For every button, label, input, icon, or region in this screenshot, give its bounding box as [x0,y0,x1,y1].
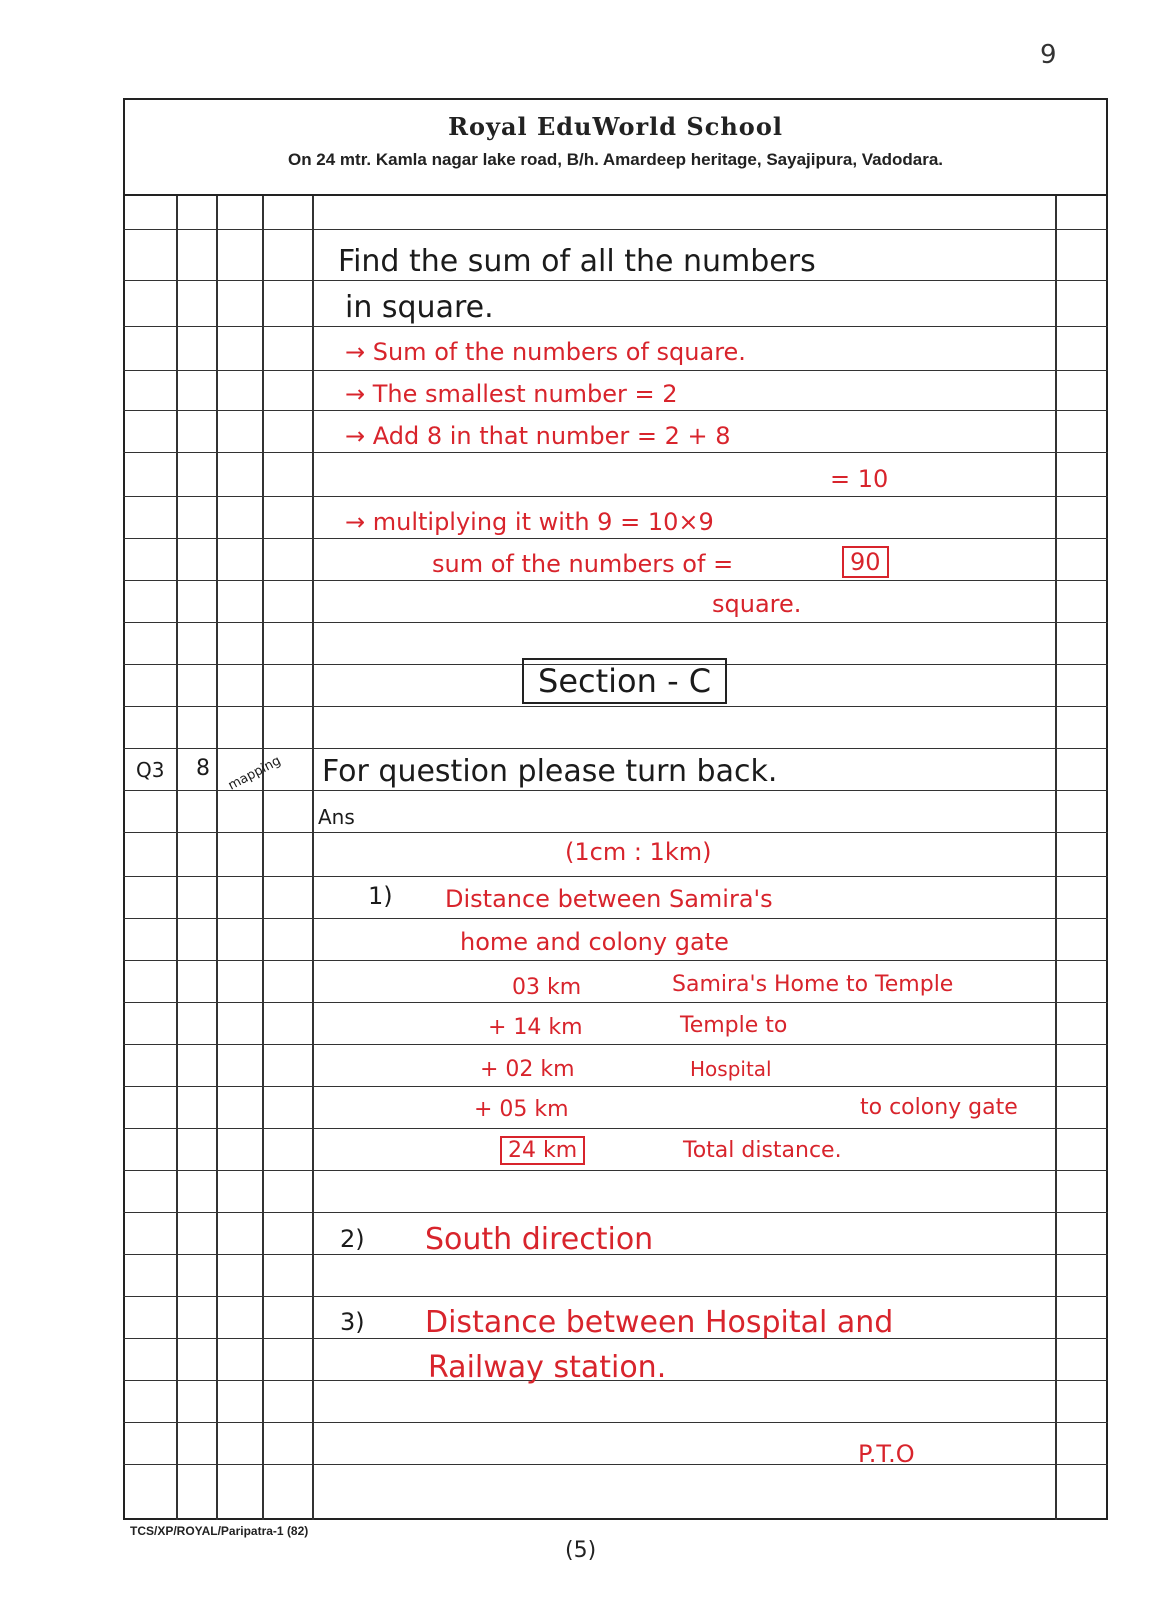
answer-step-2: → The smallest number = 2 [345,380,678,408]
distance-km-3: + 02 km [480,1057,575,1082]
part-2-number: 2) [340,1225,365,1253]
distance-desc-4: to colony gate [860,1095,1018,1120]
part-3-number: 3) [340,1308,365,1336]
ruled-line [123,960,1108,961]
margin-line [176,196,178,1520]
margin-line [312,196,314,1520]
school-header [123,98,1108,196]
part-1-line-1: Distance between Samira's [445,885,773,913]
ruled-line [123,538,1108,539]
answer-step-3-result: = 10 [830,465,889,493]
ruled-line [123,496,1108,497]
school-name: Royal EduWorld School [448,112,783,141]
question-topic: mapping [225,753,284,794]
part-1-number: 1) [368,882,393,910]
distance-desc-1: Samira's Home to Temple [672,972,954,997]
ruled-line [123,706,1108,707]
answer-step-4: → multiplying it with 9 = 10×9 [345,508,714,536]
ruled-line [123,1296,1108,1297]
page-corner-mark: 9 [1040,40,1057,70]
distance-km-1: 03 km [512,975,582,1000]
page-number: (5) [565,1538,597,1563]
ruled-line [123,790,1108,791]
ruled-line [123,326,1108,327]
ruled-line [123,410,1108,411]
total-distance-box: 24 km [500,1136,585,1165]
map-scale: (1cm : 1km) [565,838,712,866]
ruled-line [123,1002,1108,1003]
ruled-line [123,452,1108,453]
ruled-line [123,1086,1108,1087]
ruled-line [123,918,1108,919]
margin-line [1055,196,1057,1520]
total-distance-label: Total distance. [683,1138,842,1163]
ruled-line [123,370,1108,371]
ruled-line [123,1464,1108,1465]
part-3-line-2: Railway station. [428,1350,667,1385]
answer-step-5: sum of the numbers of = [432,550,734,578]
ruled-line [123,1422,1108,1423]
q3-prompt: For question please turn back. [322,754,778,789]
answer-step-6: square. [712,590,802,618]
ruled-line [123,1044,1108,1045]
answer-step-1: → Sum of the numbers of square. [345,338,746,366]
pto-note: P.T.O [858,1440,915,1468]
ruled-line [123,832,1108,833]
part-2-answer: South direction [425,1222,654,1257]
question-marks: 8 [196,756,210,781]
ruled-line [123,1170,1108,1171]
distance-desc-3: Hospital [690,1057,772,1081]
part-1-line-2: home and colony gate [460,928,729,956]
ruled-line [123,622,1108,623]
distance-km-2: + 14 km [488,1015,583,1040]
answer-step-3: → Add 8 in that number = 2 + 8 [345,422,731,450]
form-code: TCS/XP/ROYAL/Paripatra-1 (82) [130,1524,309,1538]
section-heading: Section - C [522,658,727,704]
ruled-line [123,1212,1108,1213]
school-address: On 24 mtr. Kamla nagar lake road, B/h. Amardeep heritage, Sayajipura, Vadodara. [287,150,944,169]
question-number: Q3 [136,758,165,782]
ruled-line [123,748,1108,749]
question-line-1: Find the sum of all the numbers [338,244,816,279]
margin-line [216,196,218,1520]
ruled-line [123,876,1108,877]
answer-label: Ans [318,805,355,829]
part-3-line-1: Distance between Hospital and [425,1305,894,1340]
ruled-line [123,1128,1108,1129]
margin-line [262,196,264,1520]
question-line-2: in square. [345,290,494,325]
distance-desc-2: Temple to [680,1013,788,1038]
ruled-line [123,229,1108,230]
distance-km-4: + 05 km [474,1097,569,1122]
ruled-line [123,280,1108,281]
answer-final-box: 90 [842,546,889,578]
ruled-line [123,580,1108,581]
